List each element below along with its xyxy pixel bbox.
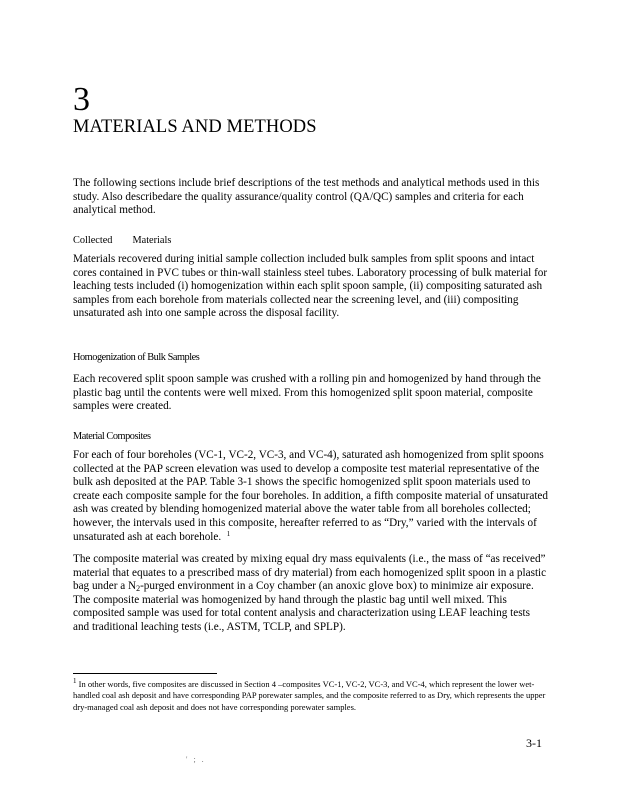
- section-heading-homogenization: Homogenization of Bulk Samples: [73, 352, 200, 363]
- heading-word-materials: Materials: [132, 235, 172, 246]
- footnote-text: In other words, five composites are discussed in Section 4 –composites VC-1, VC-2, VC-3, and VC-4, which represent the lower wet-handled coal ash deposit and have corresponding PAP porewater samples, and the composite referred to as Dry, which represents the upper dry-managed coal ash deposit and does not have corresponding porewater samples.: [73, 679, 546, 712]
- collected-materials-paragraph: Materials recovered during initial sample collection included bulk samples from split spoons and intact cores contained in PVC tubes or thin-wall stainless steel tubes. Laboratory processing of bulk material for leaching tests included (i) homogenization within each split spoon sample, (ii) compositing saturated ash samples from each borehole from materials collected near the screening level, and (iii) compositing unsaturated ash into one sample across the disposal facility.: [73, 253, 548, 320]
- composites-paragraph-1-text: For each of four boreholes (VC-1, VC-2, VC-3, and VC-4), saturated ash homogenized from split spoons collected at the PAP screen elevation was used to develop a composite test material representative of the bulk ash deposited at the PAP. Table 3-1 shows the specific homogenized split spoon materials used to create each composite sample for the four boreholes. In addition, a fifth composite material of unsaturated ash was created by blending homogenized material above the water table from all boreholes collected; however, the intervals used in this composite, hereafter referred to as “Dry,” varied with the intervals of unsaturated ash at each borehole.: [73, 449, 548, 543]
- section-heading-composites: Material Composites: [73, 431, 151, 442]
- nitrogen-subscript: 2: [136, 584, 141, 594]
- homogenization-paragraph: Each recovered split spoon sample was crushed with a rolling pin and homogenized by hand through the plastic bag until the contents were well mixed. From this homogenized split spoon material, composite samples were created.: [73, 373, 541, 413]
- footnote-divider: [73, 673, 217, 674]
- section-heading-collected-materials: [73, 234, 171, 247]
- heading-word-collected: Collected: [73, 235, 113, 246]
- intro-paragraph: The following sections include brief descriptions of the test methods and analytical methods used in this study. Also describedare the quality assurance/quality control (QA/QC) samples and criteria for each analytical method.: [73, 177, 540, 217]
- footnote: [73, 679, 551, 713]
- footnote-reference: 1: [226, 529, 231, 538]
- chapter-number: 3: [73, 81, 90, 118]
- composites-paragraph-2-text-b: -purged environment in a Coy chamber (an anoxic glove box) to minimize air exposure. The composite material was homogenized by hand through the plastic bag until well mixed. This composited sample was used for total content analysis and characterization using LEAF leaching tests and traditional leaching tests (i.e., ASTM, TCLP, and SPLP).: [73, 580, 534, 633]
- chapter-title: MATERIALS AND METHODS: [73, 117, 317, 137]
- composites-paragraph-2: [73, 553, 548, 635]
- page-number: 3-1: [526, 736, 542, 750]
- footnote-marker: 1: [73, 677, 77, 685]
- composites-paragraph-2-text-a: The composite material was created by mixing equal dry mass equivalents (i.e., the mass of “as received” material that equates to a prescribed mass of dry material) from each homogenized split spoon in a plastic bag under a N: [73, 553, 547, 593]
- bottom-marks: ' ; .: [186, 755, 206, 764]
- composites-paragraph-1: [73, 449, 548, 544]
